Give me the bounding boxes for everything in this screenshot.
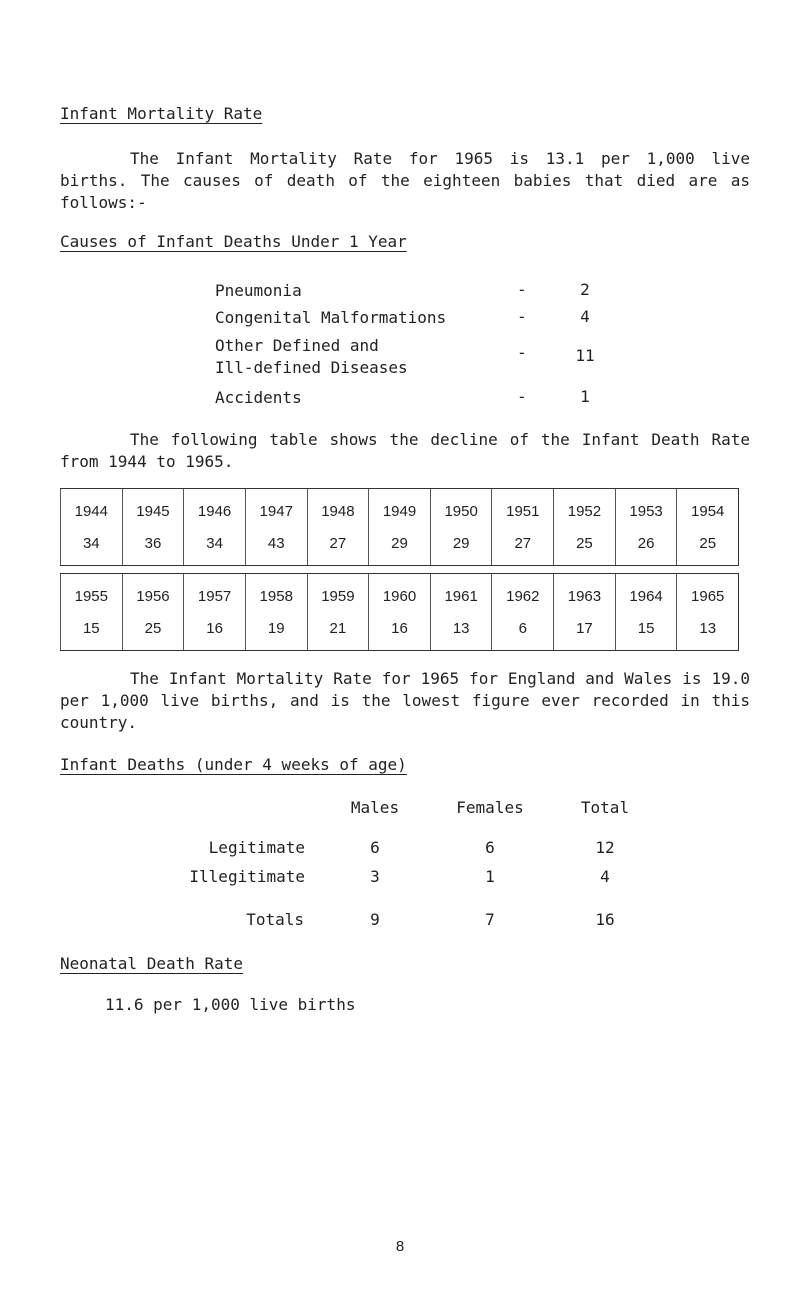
england-wales-paragraph: The Infant Mortality Rate for 1965 for England and Wales is 19.0 per 1,000 live births, and is the lowest figure ever recorded in this country. — [60, 669, 750, 732]
cause-label: Accidents — [215, 388, 302, 407]
year-label: 1955 — [74, 587, 108, 605]
rate-value: 13 — [452, 619, 470, 637]
year-label: 1949 — [382, 502, 417, 520]
decline-paragraph: The following table shows the decline of the Infant Death Rate from 1944 to 1965. — [60, 430, 750, 471]
cause-value: 11 — [575, 346, 595, 365]
year-label: 1945 — [136, 502, 170, 520]
rate-value: 15 — [82, 619, 100, 637]
year-label: 1951 — [506, 502, 540, 520]
rate-cell — [307, 574, 369, 650]
year-label: 1952 — [567, 502, 602, 520]
rates-table-1955-1965 — [60, 573, 739, 651]
year-label: 1963 — [567, 587, 602, 605]
rate-cell — [122, 489, 184, 565]
cause-label: Ill-defined Diseases — [215, 358, 408, 377]
rate-cell — [430, 574, 492, 650]
rate-cell — [183, 574, 245, 650]
rate-value: 27 — [329, 534, 347, 552]
year-label: 1953 — [629, 502, 663, 520]
rate-value: 25 — [144, 619, 162, 637]
cell-value: 9 — [370, 910, 380, 929]
cause-dash: - — [517, 280, 527, 299]
rate-cell — [615, 489, 677, 565]
rate-cell — [491, 574, 553, 650]
rate-value: 15 — [637, 619, 655, 637]
cause-dash: - — [517, 343, 527, 362]
year-label: 1964 — [629, 587, 663, 605]
rate-value: 27 — [514, 534, 532, 552]
rate-cell — [60, 574, 122, 650]
rate-cell — [491, 489, 553, 565]
year-label: 1947 — [259, 502, 293, 520]
rate-cell — [553, 574, 615, 650]
row-label: Legitimate — [208, 838, 305, 857]
year-label: 1946 — [197, 502, 232, 520]
year-label: 1962 — [506, 587, 540, 605]
rate-value: 17 — [576, 619, 593, 637]
cause-value: 1 — [580, 387, 590, 406]
year-label: 1948 — [321, 502, 355, 520]
year-label: 1950 — [444, 502, 478, 520]
cell-value: 1 — [485, 867, 495, 886]
year-label: 1954 — [691, 502, 725, 520]
rate-value: 21 — [329, 619, 347, 637]
rate-cell — [368, 489, 430, 565]
page-number: 8 — [395, 1238, 405, 1255]
rate-value: 36 — [144, 534, 162, 552]
year-label: 1956 — [136, 587, 170, 605]
causes-heading: Causes of Infant Deaths Under 1 Year — [60, 232, 407, 251]
year-label: 1960 — [382, 587, 417, 605]
cause-value: 2 — [580, 280, 590, 299]
cell-value: 16 — [595, 910, 615, 929]
rate-value: 19 — [267, 619, 285, 637]
rate-value: 29 — [452, 534, 470, 552]
cell-value: 6 — [485, 838, 495, 857]
rate-value: 25 — [699, 534, 717, 552]
cause-value: 4 — [580, 307, 590, 326]
rate-cell — [615, 574, 677, 650]
rate-cell — [676, 574, 738, 650]
year-label: 1959 — [321, 587, 355, 605]
rate-value: 34 — [206, 534, 223, 552]
column-header: Females — [456, 798, 524, 817]
rate-value: 43 — [267, 534, 285, 552]
column-header: Total — [580, 798, 630, 817]
rate-value: 6 — [518, 619, 527, 637]
cell-value: 3 — [370, 867, 380, 886]
cell-value: 12 — [595, 838, 615, 857]
year-label: 1965 — [691, 587, 725, 605]
column-header: Males — [350, 798, 400, 817]
year-label: 1957 — [197, 587, 232, 605]
cause-label: Congenital Malformations — [215, 308, 447, 327]
rate-cell — [183, 489, 245, 565]
neonatal-rate-value: 11.6 per 1,000 live births — [105, 995, 356, 1014]
year-label: 1958 — [259, 587, 293, 605]
row-label: Totals — [246, 910, 304, 929]
neonatal-deaths-heading: Infant Deaths (under 4 weeks of age) — [60, 755, 407, 774]
cell-value: 6 — [370, 838, 380, 857]
row-label: Illegitimate — [189, 867, 305, 886]
year-label: 1961 — [444, 587, 478, 605]
cause-dash: - — [517, 387, 527, 406]
rate-cell — [122, 574, 184, 650]
rate-cell — [553, 489, 615, 565]
cause-label: Other Defined and — [215, 336, 379, 355]
cell-value: 7 — [485, 910, 495, 929]
rate-value: 29 — [391, 534, 408, 552]
rate-value: 16 — [391, 619, 408, 637]
rate-value: 25 — [576, 534, 593, 552]
rate-value: 16 — [206, 619, 223, 637]
rate-cell — [430, 489, 492, 565]
neonatal-rate-heading: Neonatal Death Rate — [60, 954, 244, 973]
section-heading-infant-mortality: Infant Mortality Rate — [60, 104, 263, 123]
intro-paragraph: The Infant Mortality Rate for 1965 is 13.1 per 1,000 live births. The causes of death of the eighteen babies that died are as follows:- — [60, 149, 750, 212]
rate-cell — [245, 489, 307, 565]
rate-cell — [60, 489, 122, 565]
rate-value: 13 — [699, 619, 717, 637]
rate-cell — [368, 574, 430, 650]
rate-cell — [245, 574, 307, 650]
year-label: 1944 — [74, 502, 108, 520]
cause-dash: - — [517, 307, 527, 326]
cause-label: Pneumonia — [215, 281, 302, 300]
rate-cell — [676, 489, 738, 565]
rate-value: 26 — [637, 534, 655, 552]
rate-value: 34 — [82, 534, 100, 552]
cell-value: 4 — [600, 867, 610, 886]
rates-table-1944-1954 — [60, 488, 739, 566]
rate-cell — [307, 489, 369, 565]
